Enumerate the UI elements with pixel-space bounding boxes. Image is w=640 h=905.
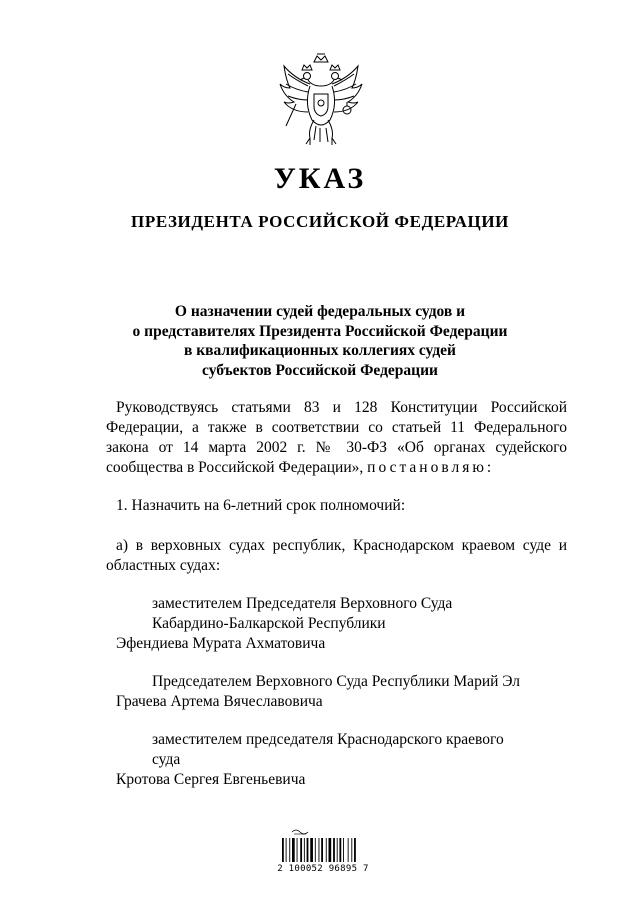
appointment-2 [106, 672, 567, 712]
appointment-name: Грачева Артема Вячеславовича [116, 693, 323, 710]
appointment-position: суда [152, 751, 181, 768]
appointment-name: Эфендиева Мурата Ахматовича [116, 635, 326, 652]
heading-line: О назначении судей федеральных судов и [174, 303, 466, 320]
appointment-position: заместителем председателя Краснодарского краевого [152, 731, 504, 748]
heading-line: в квалификационных коллегиях судей [184, 342, 456, 359]
appointment-position: Кабардино-Балкарской Республики [152, 615, 386, 632]
appointment-name: Кротова Сергея Евгеньевича [116, 771, 306, 788]
decree-heading [120, 302, 520, 380]
preamble-line [106, 458, 567, 478]
appointment-1 [106, 594, 567, 654]
preamble-line: Федерации, а также в соответствии со статьей 11 Федерального [106, 419, 567, 436]
item-a-line: областных судах: [106, 557, 221, 574]
preamble-paragraph [106, 398, 567, 478]
preamble-line: закона от 14 марта 2002 г. № 30-ФЗ «Об органах судейского [106, 439, 567, 456]
item-1 [116, 496, 577, 516]
heading-line: о представителях Президента Российской Федерации [132, 322, 508, 340]
item-1-text: 1. Назначить на 6-летний срок полномочий: [116, 497, 406, 514]
preamble-text: сообщества в Российской Федерации», [106, 459, 368, 476]
postanovlyayu-text: постановляю: [367, 459, 495, 476]
preamble-line: Руководствуясь статьями 83 и 128 Конституции Российской [116, 399, 567, 416]
coat-of-arms-icon [274, 52, 368, 152]
document-subtitle: ПРЕЗИДЕНТА РОССИЙСКОЙ ФЕДЕРАЦИИ [131, 212, 509, 231]
item-a-line: а) в верховных судах республик, Краснодарском краевом суде и [116, 537, 567, 554]
appointment-position: Председателем Верховного Суда Республики Марий Эл [152, 673, 521, 690]
appointment-3 [106, 730, 567, 790]
appointment-position: заместителем Председателя Верховного Суда [152, 595, 453, 612]
heading-line: субъектов Российской Федерации [202, 361, 438, 379]
item-a [106, 536, 567, 576]
document-title: УКАЗ [273, 162, 367, 195]
barcode-number: 2 100052 96895 7 [277, 864, 369, 874]
